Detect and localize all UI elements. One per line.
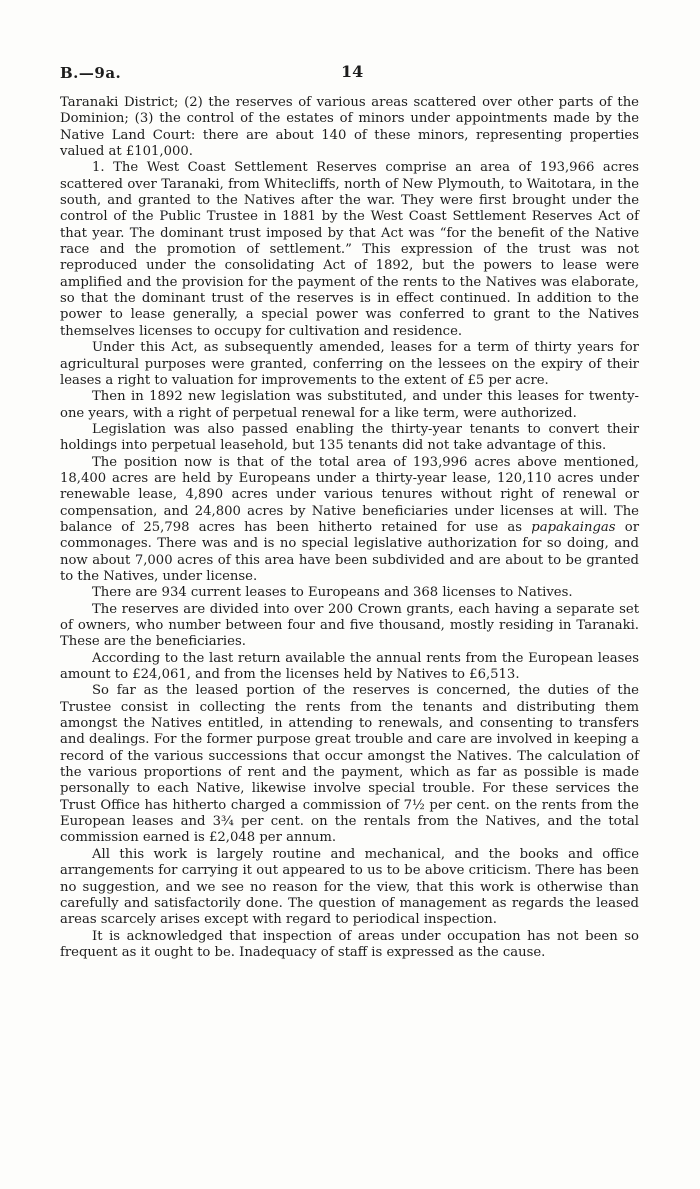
paragraph-position: [60, 455, 639, 586]
paragraph: All this work is largely routine and mechanical, and the books and office arrangements for carrying it out appeared to us to be above criticism. There has been no suggestion, and we see no reason for the view, that this work is otherwise than carefully and satisfactorily done. The question of management as regards the leased areas scarcely arises except with regard to periodical inspection.: [60, 846, 639, 928]
paragraph-text: or commonages. There was and is no special legislative authorization for so doing, and now about 7,000 acres of this area have been subdivided and are about to be granted to the Natives, under license.: [60, 519, 639, 584]
paragraph: The reserves are divided into over 200 Crown grants, each having a separate set of owners, who number between four and five thousand, mostly residing in Taranaki. These are the beneficiaries.: [60, 601, 639, 650]
paragraph-text: The position now is that of the total area of 193,996 acres above mentioned, 18,400 acres are held by Europeans under a thirty-year lease, 120,110 acres under renewable lease, 4,890 acres under various tenures without right of renewal or compensation, and 24,800 acres by Native beneficiaries under licenses at will. The balance of 25,798 acres has been hitherto retained for use as: [60, 454, 639, 535]
document-reference: B.—9a.: [60, 64, 122, 82]
paragraph: There are 934 current leases to Europeans and 368 licenses to Natives.: [92, 585, 573, 601]
paragraph: Taranaki District; (2) the reserves of various areas scattered over other parts of the Dominion; (3) the control of the estates of minors under appointments made by the Native Land Court: there are about 140 of these minors, representing properties valued at £101,000.: [60, 95, 639, 160]
paragraph: It is acknowledged that inspection of areas under occupation has not been so frequent as it ought to be. Inadequacy of staff is expressed as the cause.: [60, 928, 639, 960]
paragraph: Then in 1892 new legislation was substituted, and under this leases for twenty-one years, with a right of perpetual renewal for a like term, were authorized.: [60, 389, 639, 421]
paragraph: Under this Act, as subsequently amended, leases for a term of thirty years for agricultural purposes were granted, conferring on the lessees on the expiry of their leases a right to valuation for improvements to the extent of £5 per acre.: [60, 340, 639, 388]
paragraph: So far as the leased portion of the reserves is concerned, the duties of the Trustee consist in collecting the rents from the tenants and distributing them amongst the Natives entitled, in attending to renewals, and consenting to transfers and dealings. For the former purpose great trouble and care are involved in keeping a record of the various successions that occur amongst the Natives. The calculation of the various proportions of rent and the payment, which as far as possible is made personally to each Native, likewise involve special trouble. For these services the Trust Office has hitherto charged a commission of 7½ per cent. on the rents from the European leases and 3¾ per cent. on the rentals from the Natives, and the total commission earned is £2,048 per annum.: [60, 683, 639, 846]
paragraph: According to the last return available the annual rents from the European leases amount to £24,061, and from the licenses held by Natives to £6,513.: [60, 650, 639, 683]
page-number: 14: [341, 62, 364, 81]
paragraph: 1. The West Coast Settlement Reserves comprise an area of 193,966 acres scattered over Taranaki, from Whitecliffs, north of New Plymouth, to Waitotara, in the south, and granted to the Natives after the war. They were first brought under the control of the Public Trustee in 1881 by the West Coast Settlement Reserves Act of that year. The dominant trust imposed by that Act was “for the benefit of the Native race and the promotion of settlement.” This expression of the trust was not reproduced under the consolidating Act of 1892, but the powers to lease were amplified and the provision for the payment of the rents to the Natives was elaborate, so that the dominant trust of the reserves is in effect continued. In addition to the power to lease generally, a special power was conferred to grant to the Natives themselves licenses to occupy for cultivation and residence.: [60, 160, 639, 339]
body-text: [60, 95, 639, 961]
paragraph: Legislation was also passed enabling the thirty-year tenants to convert their holdings into perpetual leasehold, but 135 tenants did not take advantage of this.: [60, 421, 639, 454]
italic-term: papakaingas: [531, 519, 616, 535]
